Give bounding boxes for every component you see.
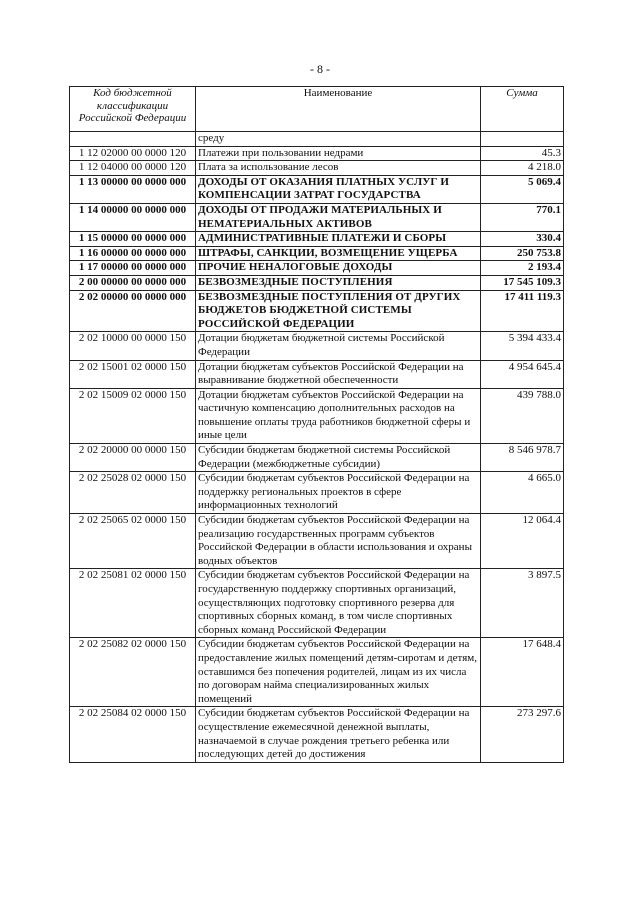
row-code: 2 02 25028 02 0000 150: [70, 472, 196, 514]
table-row: [70, 175, 564, 203]
row-name: АДМИНИСТРАТИВНЫЕ ПЛАТЕЖИ И СБОРЫ: [196, 232, 481, 247]
row-sum: 5 069.4: [481, 175, 564, 203]
row-sum: 2 193.4: [481, 261, 564, 276]
row-name: БЕЗВОЗМЕЗДНЫЕ ПОСТУПЛЕНИЯ ОТ ДРУГИХ БЮДЖЕТОВ БЮДЖЕТНОЙ СИСТЕМЫ РОССИЙСКОЙ ФЕДЕРАЦИИ: [196, 290, 481, 332]
page-number: - 8 -: [310, 62, 330, 76]
row-code: 2 02 15009 02 0000 150: [70, 388, 196, 443]
row-code: 2 02 25081 02 0000 150: [70, 569, 196, 638]
row-code: 1 13 00000 00 0000 000: [70, 175, 196, 203]
table-row: [70, 472, 564, 514]
table-row: [70, 569, 564, 638]
table-row: [70, 707, 564, 762]
row-code: 1 16 00000 00 0000 000: [70, 246, 196, 261]
row-sum: 273 297.6: [481, 707, 564, 762]
row-name: среду: [196, 132, 481, 147]
row-name: Дотации бюджетам субъектов Российской Федерации на выравнивание бюджетной обеспеченности: [196, 360, 481, 388]
table-row: [70, 232, 564, 247]
row-sum: 4 665.0: [481, 472, 564, 514]
row-code: 2 02 15001 02 0000 150: [70, 360, 196, 388]
row-name: Субсидии бюджетам субъектов Российской Федерации на реализацию государственных программ субъектов Российской Федерации в области использования и охраны водных объектов: [196, 514, 481, 569]
row-name: ШТРАФЫ, САНКЦИИ, ВОЗМЕЩЕНИЕ УЩЕРБА: [196, 246, 481, 261]
row-name: Дотации бюджетам субъектов Российской Федерации на частичную компенсацию дополнительных расходов на повышение оплаты труда работников бюджетной сферы и иные цели: [196, 388, 481, 443]
row-sum: [481, 132, 564, 147]
row-code: 1 15 00000 00 0000 000: [70, 232, 196, 247]
row-sum: 3 897.5: [481, 569, 564, 638]
row-code: 1 12 04000 00 0000 120: [70, 161, 196, 176]
row-code: 1 14 00000 00 0000 000: [70, 203, 196, 231]
table-row: [70, 444, 564, 472]
row-name: Субсидии бюджетам субъектов Российской Федерации на поддержку региональных проектов в сфере информационных технологий: [196, 472, 481, 514]
table-row: [70, 146, 564, 161]
row-code: 2 02 25082 02 0000 150: [70, 638, 196, 707]
row-name: Субсидии бюджетам субъектов Российской Федерации на осуществление ежемесячной денежной выплаты, назначаемой в случае рождения третьего ребенка или последующих детей до достижения: [196, 707, 481, 762]
table-header-row: [70, 87, 564, 132]
row-sum: 17 411 119.3: [481, 290, 564, 332]
row-sum: 4 218.0: [481, 161, 564, 176]
row-name: Субсидии бюджетам бюджетной системы Российской Федерации (межбюджетные субсидии): [196, 444, 481, 472]
row-name: ПРОЧИЕ НЕНАЛОГОВЫЕ ДОХОДЫ: [196, 261, 481, 276]
table-row: [70, 203, 564, 231]
row-name: Плата за использование лесов: [196, 161, 481, 176]
header-name: Наименование: [196, 87, 481, 132]
table-row: [70, 275, 564, 290]
row-name: Субсидии бюджетам субъектов Российской Федерации на предоставление жилых помещений детям-сиротам и детям, оставшимся без попечения родителей, лицам из их числа по договорам найма специализированных жилых помещений: [196, 638, 481, 707]
row-sum: 439 788.0: [481, 388, 564, 443]
table-row: [70, 246, 564, 261]
table-row: [70, 514, 564, 569]
row-sum: 17 545 109.3: [481, 275, 564, 290]
row-code: 2 02 25065 02 0000 150: [70, 514, 196, 569]
budget-table: [69, 86, 564, 763]
row-sum: 250 753.8: [481, 246, 564, 261]
row-sum: 17 648.4: [481, 638, 564, 707]
table-row: [70, 132, 564, 147]
row-code: 2 02 25084 02 0000 150: [70, 707, 196, 762]
row-sum: 45.3: [481, 146, 564, 161]
row-code: 2 02 10000 00 0000 150: [70, 332, 196, 360]
row-name: БЕЗВОЗМЕЗДНЫЕ ПОСТУПЛЕНИЯ: [196, 275, 481, 290]
row-sum: 330.4: [481, 232, 564, 247]
table-row: [70, 388, 564, 443]
row-code: 2 02 20000 00 0000 150: [70, 444, 196, 472]
row-name: Дотации бюджетам бюджетной системы Российской Федерации: [196, 332, 481, 360]
row-sum: 5 394 433.4: [481, 332, 564, 360]
table-row: [70, 290, 564, 332]
table-row: [70, 261, 564, 276]
table-body: [70, 132, 564, 763]
table-row: [70, 161, 564, 176]
row-code: [70, 132, 196, 147]
header-sum: Сумма: [481, 87, 564, 132]
row-code: 1 12 02000 00 0000 120: [70, 146, 196, 161]
row-name: Платежи при пользовании недрами: [196, 146, 481, 161]
row-sum: 12 064.4: [481, 514, 564, 569]
table-row: [70, 360, 564, 388]
row-name: ДОХОДЫ ОТ ОКАЗАНИЯ ПЛАТНЫХ УСЛУГ И КОМПЕНСАЦИИ ЗАТРАТ ГОСУДАРСТВА: [196, 175, 481, 203]
header-code: Код бюджетной классификации Российской Федерации: [70, 87, 196, 132]
row-code: 2 00 00000 00 0000 000: [70, 275, 196, 290]
row-sum: 8 546 978.7: [481, 444, 564, 472]
table-row: [70, 638, 564, 707]
row-sum: 4 954 645.4: [481, 360, 564, 388]
row-sum: 770.1: [481, 203, 564, 231]
row-code: 2 02 00000 00 0000 000: [70, 290, 196, 332]
table-row: [70, 332, 564, 360]
row-name: ДОХОДЫ ОТ ПРОДАЖИ МАТЕРИАЛЬНЫХ И НЕМАТЕРИАЛЬНЫХ АКТИВОВ: [196, 203, 481, 231]
row-name: Субсидии бюджетам субъектов Российской Федерации на государственную поддержку спортивных организаций, осуществляющих подготовку спортивного резерва для спортивных сборных команд, в том числе спортивных сборных команд Российской Федерации: [196, 569, 481, 638]
row-code: 1 17 00000 00 0000 000: [70, 261, 196, 276]
